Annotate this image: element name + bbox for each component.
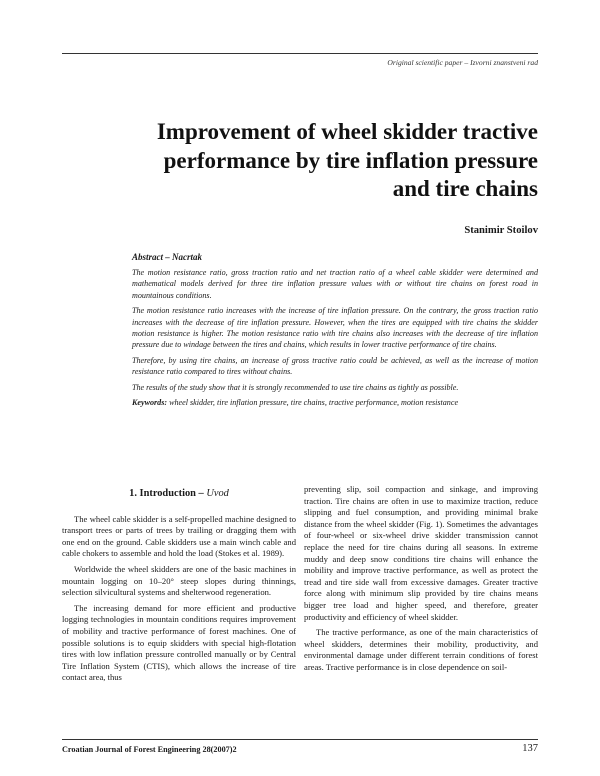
page-number: 137 (522, 743, 538, 754)
header-rule (62, 53, 538, 54)
author-name: Stanimir Stoilov (464, 225, 538, 236)
section-title-croatian: Uvod (206, 488, 229, 499)
right-column (304, 484, 538, 678)
abstract-paragraph: The motion resistance ratio, gross traction ratio and net traction ratio of a wheel cable skidder were determined and mathematical models derived for three tire inflation pressure values with or without tire chains on forest road in mountainous conditions. (132, 268, 538, 300)
title-line-3: and tire chains (392, 176, 538, 201)
journal-citation: Croatian Journal of Forest Engineering 28(2007)2 (62, 745, 237, 754)
abstract-block (132, 252, 538, 413)
abstract-paragraph: The results of the study show that it is strongly recommended to use tire chains as tightly as possible. (132, 382, 459, 392)
footer-rule (62, 739, 538, 740)
body-paragraph: The tractive performance, as one of the main characteristics of wheel skidders, determines their mobility, productivity, and environmental damage under different terrain conditions of forest areas. Tractive performance is in close dependence on soil- (304, 627, 538, 672)
body-paragraph: Worldwide the wheel skidders are one of the basic machines in mountain logging on 10–20° steep slopes during thinnings, selection silvicultural systems and shelterwood regeneration. (62, 563, 296, 598)
body-paragraph: The increasing demand for more efficient and productive logging technologies in mountain conditions requires improvement of mobility and tractive performance of forest machines. One of possible solutions is to equip skidders with special high-flotation tires with low inflation pressure controlled manually or by Central Tire Inflation System (CTIS), which allows the increase of tire contact area, thus (62, 602, 296, 683)
left-column (62, 484, 296, 688)
title-line-2: performance by tire inflation pressure (163, 147, 538, 173)
keywords-label: Keywords: (132, 398, 168, 408)
section-title: 1. Introduction – (129, 488, 207, 499)
abstract-heading: Abstract – Nacrtak (132, 252, 203, 262)
article-type-label: Original scientific paper – Izvorni znanstveni rad (387, 58, 538, 67)
body-paragraph: preventing slip, soil compaction and sinkage, and improving traction. Tire chains are often in use to maximize traction, reduce slipping and fuel consumption, and providing minimal brake distance from the wheel skidder (Fig. 1). Sometimes the advantages of four-wheel or six-wheel drive skidder transmission cannot replace the need for tire chains during all seasons. In extreme muddy and deep snow conditions tire chains will enhance the mobility and improve tractive performance, as well as protect the tread and tire side wall from excessive damages. Greater tractive force along with minimum slip provided by tire chains means bigger tree load and higher speed, and therefore, greater productivity and efficiency of wheel skidder. (304, 484, 538, 622)
body-paragraph: The wheel cable skidder is a self-propelled machine designed to transport trees or parts of trees by trailing or dragging them with one end on the ground. Cable skidders use a main winch cable and cable chokers to assemble and hold the load (Stokes et al. 1989). (62, 513, 296, 559)
paper-title (68, 118, 538, 204)
keywords-text: wheel skidder, tire inflation pressure, tire chains, tractive performance, motion resistance (167, 398, 459, 408)
title-line-1: Improvement of wheel skidder tractive (156, 119, 538, 144)
keywords-line (132, 397, 538, 408)
section-heading (62, 488, 296, 500)
abstract-paragraph: The motion resistance ratio increases with the increase of tire inflation pressure. On the contrary, the gross traction ratio increases with the decrease of tire inflation pressure. However, when the tires are equipped with tire chains the skidder motion resistance is higher. The motion resistance ratio with tire chains also increases with the decrease of tire inflation pressure due to windage between the tires and chains, which results in lower tractive performance of tire chains. (132, 306, 538, 349)
abstract-paragraph: Therefore, by using tire chains, an increase of gross tractive ratio could be achieved, as well as the increase of motion resistance ratio compared to tires without chains. (132, 355, 538, 376)
